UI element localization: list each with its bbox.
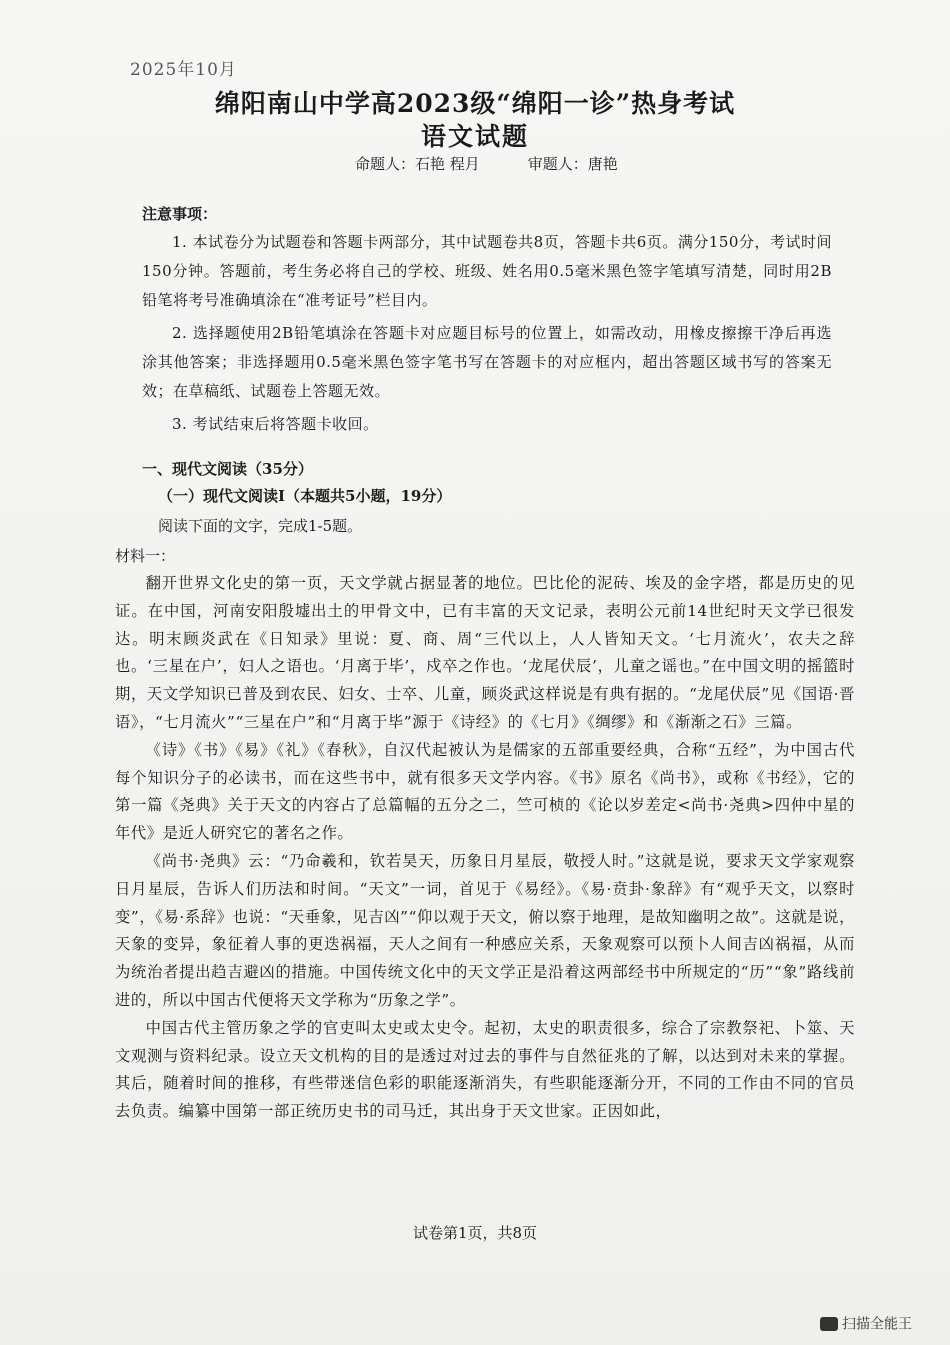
authors-line (355, 153, 618, 174)
exam-title: 绵阳南山中学高2023级“绵阳一诊”热身考试 (214, 89, 736, 118)
page-footer: 试卷第1页，共8页 (412, 1224, 538, 1242)
notice-heading: 注意事项： (142, 205, 218, 223)
scanner-watermark-text: 扫描全能王 (842, 1316, 912, 1333)
section-heading-block (142, 458, 842, 539)
setter-label: 命题人：石艳 程月 (355, 155, 480, 173)
passage-paragraph: 翻开世界文化史的第一页，天文学就占据显著的地位。巴比伦的泥砖、埃及的金字塔，都是历史的见证。在中国，河南安阳殷墟出土的甲骨文中，已有丰富的天文记录，表明公元前14世纪时天文学已很发达。明末顾炎武在《日知录》里说：夏、商、周“三代以上，人人皆知天文。‘七月流火’，农夫之辞也。‘三星在户’，妇人之语也。‘月离于毕’，戍卒之作也。‘龙尾伏辰’，儿童之谣也。”在中国文明的摇篮时期，天文学知识已普及到农民、妇女、士卒、儿童，顾炎武这样说是有典有据的。“龙尾伏辰”见《国语·晋语》，“七月流火”“三星在户”和“月离于毕”源于《诗经》的《七月》《绸缪》和《渐渐之石》三篇。 (115, 574, 855, 731)
reading-passage (115, 570, 855, 1126)
passage-paragraph: 中国古代主管历象之学的官吏叫太史或太史令。起初，太史的职责很多，综合了宗教祭祀、卜筮、天文观测与资料纪录。设立天文机构的目的是透过对过去的事件与自然征兆的了解，以达到对未来的掌握。其后，随着时间的推移，有些带迷信色彩的职能逐渐消失，有些职能逐渐分开，不同的工作由不同的官员去负责。编纂中国第一部正统历史书的司马迁，其出身于天文世家。正因如此， (115, 1018, 855, 1121)
passage-paragraph: 《尚书·尧典》云：“乃命羲和，钦若昊天，历象日月星辰，敬授人时。”这就是说，要求天文学家观察日月星辰，告诉人们历法和时间。“天文”一词，首见于《易经》。《易·贲卦·象辞》有“观乎天文，以察时变”，《易·系辞》也说：“天垂象，见吉凶”“仰以观于天文，俯以察于地理，是故知幽明之故”。这就是说，天象的变异，象征着人事的更迭祸福，天人之间有一种感应关系，天象观察可以预卜人间吉凶祸福，从而为统治者提出趋吉避凶的措施。中国传统文化中的天文学正是沿着这两部经书中所规定的“历”“象”路线前进的，所以中国古代便将天文学称为“历象之学”。 (115, 851, 855, 1009)
notice-item: 2. 选择题使用2B铅笔填涂在答题卡对应题目标号的位置上，如需改动，用橡皮擦擦干净后再选涂其他答案；非选择题用0.5毫米黑色签字笔书写在答题卡的对应框内，超出答题区域书写的答案无效；在草稿纸、试题卷上答题无效。 (142, 324, 832, 400)
subsection-title: （一）现代文阅读Ⅰ（本题共5小题，19分） (158, 487, 452, 505)
scanner-watermark (820, 1313, 950, 1345)
section-title: 一、现代文阅读（35分） (142, 460, 313, 478)
exam-date: 2025年10月 (130, 60, 237, 80)
notice-block (142, 203, 832, 443)
scanner-logo-icon (820, 1317, 838, 1331)
passage-paragraph: 《诗》《书》《易》《礼》《春秋》，自汉代起被认为是儒家的五部重要经典，合称“五经”，为中国古代每个知识分子的必读书，而在这些书中，就有很多天文学内容。《书》原名《尚书》，或称《书经》，它的第一篇《尧典》关于天文的内容占了总篇幅的五分之二，竺可桢的《论以岁差定<尚书·尧典>四仲中星的年代》是近人研究它的著名之作。 (115, 740, 855, 843)
material-label: 材料一： (115, 547, 176, 565)
reviewer-label: 审题人：唐艳 (527, 155, 618, 173)
notice-item: 1. 本试卷分为试题卷和答题卡两部分，其中试题卷共8页，答题卡共6页。满分150分，考试时间150分钟。答题前，考生务必将自己的学校、班级、姓名用0.5毫米黑色签字笔填写清楚，同时用2B铅笔将考号准确填涂在“准考证号”栏目内。 (142, 233, 832, 309)
notice-item: 3. 考试结束后将答题卡收回。 (172, 415, 379, 433)
exam-subject: 语文试题 (420, 122, 529, 151)
reading-instruction: 阅读下面的文字，完成1-5题。 (158, 517, 363, 535)
